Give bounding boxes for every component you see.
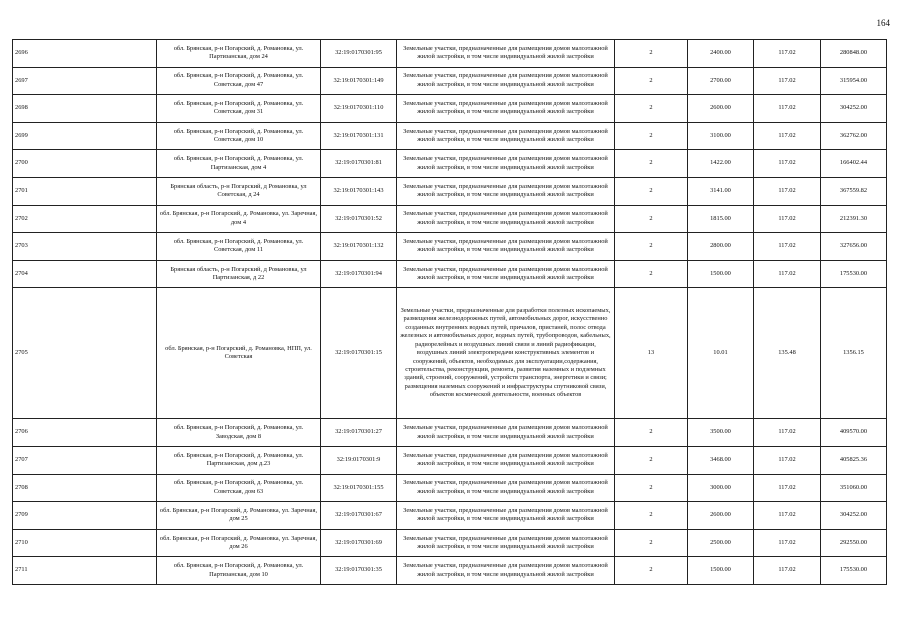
table-row <box>13 419 887 447</box>
address-cell: Брянская область, р-н Погарский, д Романовка, ул Партизанская, д 22 <box>157 260 321 288</box>
table-row <box>13 446 887 474</box>
address-cell: обл. Брянская, р-н Погарский, д. Романовка, ул. Партизанская, дом 4 <box>157 150 321 178</box>
permitted-use-cell: Земельные участки, предназначенные для размещения домов малоэтажной жилой застройки, в том числе индивидуальной жилой застройки <box>397 419 615 447</box>
row-number: 2708 <box>13 474 157 502</box>
table-row <box>13 288 887 419</box>
row-number: 2705 <box>13 288 157 419</box>
cadastral-number-cell: 32:19:0170301:69 <box>321 529 397 557</box>
group-code-cell: 2 <box>615 150 688 178</box>
area-cell: 1422.00 <box>688 150 754 178</box>
table-row <box>13 557 887 585</box>
cadastral-value-cell: 362762.00 <box>821 122 887 150</box>
row-number: 2711 <box>13 557 157 585</box>
cadastral-value-cell: 166402.44 <box>821 150 887 178</box>
cadastral-value-cell: 367559.82 <box>821 177 887 205</box>
specific-value-cell: 117.02 <box>754 150 821 178</box>
permitted-use-cell: Земельные участки, предназначенные для размещения домов малоэтажной жилой застройки, в том числе индивидуальной жилой застройки <box>397 95 615 123</box>
cadastral-value-cell: 405825.36 <box>821 446 887 474</box>
specific-value-cell: 117.02 <box>754 233 821 261</box>
permitted-use-cell: Земельные участки, предназначенные для размещения домов малоэтажной жилой застройки, в том числе индивидуальной жилой застройки <box>397 122 615 150</box>
cadastral-number-cell: 32:19:0170301:94 <box>321 260 397 288</box>
permitted-use-cell: Земельные участки, предназначенные для размещения домов малоэтажной жилой застройки, в том числе индивидуальной жилой застройки <box>397 40 615 68</box>
table-row <box>13 233 887 261</box>
page-number: 164 <box>876 18 890 28</box>
area-cell: 10.01 <box>688 288 754 419</box>
table-row <box>13 205 887 233</box>
permitted-use-cell: Земельные участки, предназначенные для размещения домов малоэтажной жилой застройки, в том числе индивидуальной жилой застройки <box>397 557 615 585</box>
address-cell: обл. Брянская, р-н Погарский, д. Романовка, ул. Советская, дом 47 <box>157 67 321 95</box>
group-code-cell: 2 <box>615 67 688 95</box>
cadastral-value-cell: 175530.00 <box>821 557 887 585</box>
group-code-cell: 2 <box>615 446 688 474</box>
area-cell: 2600.00 <box>688 502 754 530</box>
permitted-use-cell: Земельные участки, предназначенные для размещения домов малоэтажной жилой застройки, в том числе индивидуальной жилой застройки <box>397 474 615 502</box>
area-cell: 2800.00 <box>688 233 754 261</box>
row-number: 2709 <box>13 502 157 530</box>
group-code-cell: 2 <box>615 95 688 123</box>
specific-value-cell: 117.02 <box>754 40 821 68</box>
cadastral-value-cell: 409570.00 <box>821 419 887 447</box>
row-number: 2706 <box>13 419 157 447</box>
area-cell: 2400.00 <box>688 40 754 68</box>
cadastral-value-cell: 304252.00 <box>821 95 887 123</box>
table-row <box>13 474 887 502</box>
group-code-cell: 2 <box>615 529 688 557</box>
cadastral-number-cell: 32:19:0170301:131 <box>321 122 397 150</box>
permitted-use-cell: Земельные участки, предназначенные для размещения домов малоэтажной жилой застройки, в том числе индивидуальной жилой застройки <box>397 205 615 233</box>
group-code-cell: 2 <box>615 177 688 205</box>
table-row <box>13 40 887 68</box>
permitted-use-cell: Земельные участки, предназначенные для размещения домов малоэтажной жилой застройки, в том числе индивидуальной жилой застройки <box>397 177 615 205</box>
row-number: 2696 <box>13 40 157 68</box>
table-row <box>13 177 887 205</box>
permitted-use-cell: Земельные участки, предназначенные для разработки полезных ископаемых, размещения железнодорожных путей, автомобильных дорог, искусственно созданных внутренних водных путей, причалов, пристаней, полос отвода железных и автомобильных дорог, водных путей, трубопроводов, кабельных, радиорелейных и воздушных линий связи и линий радиофикации, воздушных линий электропередачи конструктивных элементов и сооружений, объектов, необходимых для эксплуатации,содержания, строительства, реконструкции, ремонта, развития наземных и подземных зданий, строений, сооружений, устройств транспорта, энергетики и связи; размещения наземных сооружений и инфраструктуры спутниковой связи, объектов космической деятельности, военных объектов <box>397 288 615 419</box>
specific-value-cell: 117.02 <box>754 177 821 205</box>
area-cell: 1815.00 <box>688 205 754 233</box>
permitted-use-cell: Земельные участки, предназначенные для размещения домов малоэтажной жилой застройки, в том числе индивидуальной жилой застройки <box>397 67 615 95</box>
specific-value-cell: 117.02 <box>754 67 821 95</box>
area-cell: 3100.00 <box>688 122 754 150</box>
address-cell: обл. Брянская, р-н Погарский, д. Романовка, ул. Заречная, дом 4 <box>157 205 321 233</box>
specific-value-cell: 117.02 <box>754 502 821 530</box>
row-number: 2710 <box>13 529 157 557</box>
cadastral-value-cell: 315954.00 <box>821 67 887 95</box>
group-code-cell: 2 <box>615 260 688 288</box>
table-row <box>13 529 887 557</box>
address-cell: обл. Брянская, р-н Погарский, д. Романовка, ул. Советская, дом 63 <box>157 474 321 502</box>
cadastral-value-cell: 212391.30 <box>821 205 887 233</box>
group-code-cell: 2 <box>615 233 688 261</box>
area-cell: 3468.00 <box>688 446 754 474</box>
table-row <box>13 67 887 95</box>
address-cell: Брянская область, р-н Погарский, д Романовка, ул Советская, д 24 <box>157 177 321 205</box>
specific-value-cell: 117.02 <box>754 122 821 150</box>
cadastral-value-cell: 280848.00 <box>821 40 887 68</box>
row-number: 2704 <box>13 260 157 288</box>
area-cell: 2500.00 <box>688 529 754 557</box>
specific-value-cell: 117.02 <box>754 205 821 233</box>
table-row <box>13 95 887 123</box>
row-number: 2701 <box>13 177 157 205</box>
area-cell: 1500.00 <box>688 557 754 585</box>
address-cell: обл. Брянская, р-н Погарский, д. Романовка, НПП, ул. Советская <box>157 288 321 419</box>
cadastral-number-cell: 32:19:0170301:9 <box>321 446 397 474</box>
specific-value-cell: 117.02 <box>754 474 821 502</box>
address-cell: обл. Брянская, р-н Погарский, д. Романовка, ул. Партизанская, дом д.23 <box>157 446 321 474</box>
row-number: 2698 <box>13 95 157 123</box>
address-cell: обл. Брянская, р-н Погарский, д. Романовка, ул. Партизанская, дом 24 <box>157 40 321 68</box>
cadastral-value-cell: 327656.00 <box>821 233 887 261</box>
group-code-cell: 2 <box>615 419 688 447</box>
table-row <box>13 502 887 530</box>
address-cell: обл. Брянская, р-н Погарский, д. Романовка, ул. Советская, дом 10 <box>157 122 321 150</box>
area-cell: 3000.00 <box>688 474 754 502</box>
specific-value-cell: 117.02 <box>754 557 821 585</box>
row-number: 2697 <box>13 67 157 95</box>
permitted-use-cell: Земельные участки, предназначенные для размещения домов малоэтажной жилой застройки, в том числе индивидуальной жилой застройки <box>397 233 615 261</box>
cadastral-number-cell: 32:19:0170301:143 <box>321 177 397 205</box>
group-code-cell: 2 <box>615 122 688 150</box>
group-code-cell: 2 <box>615 40 688 68</box>
group-code-cell: 2 <box>615 502 688 530</box>
cadastral-number-cell: 32:19:0170301:15 <box>321 288 397 419</box>
row-number: 2702 <box>13 205 157 233</box>
cadastral-number-cell: 32:19:0170301:27 <box>321 419 397 447</box>
cadastral-number-cell: 32:19:0170301:132 <box>321 233 397 261</box>
cadastral-value-cell: 175530.00 <box>821 260 887 288</box>
area-cell: 2600.00 <box>688 95 754 123</box>
cadastral-value-cell: 1356.15 <box>821 288 887 419</box>
table-row <box>13 260 887 288</box>
table-row <box>13 150 887 178</box>
specific-value-cell: 117.02 <box>754 529 821 557</box>
group-code-cell: 13 <box>615 288 688 419</box>
cadastral-value-table <box>12 39 887 585</box>
cadastral-number-cell: 32:19:0170301:110 <box>321 95 397 123</box>
cadastral-number-cell: 32:19:0170301:35 <box>321 557 397 585</box>
group-code-cell: 2 <box>615 474 688 502</box>
specific-value-cell: 117.02 <box>754 446 821 474</box>
specific-value-cell: 135.48 <box>754 288 821 419</box>
row-number: 2699 <box>13 122 157 150</box>
cadastral-value-cell: 304252.00 <box>821 502 887 530</box>
address-cell: обл. Брянская, р-н Погарский, д. Романовка, ул. Советская, дом 11 <box>157 233 321 261</box>
table-body <box>13 40 887 585</box>
permitted-use-cell: Земельные участки, предназначенные для размещения домов малоэтажной жилой застройки, в том числе индивидуальной жилой застройки <box>397 260 615 288</box>
permitted-use-cell: Земельные участки, предназначенные для размещения домов малоэтажной жилой застройки, в том числе индивидуальной жилой застройки <box>397 502 615 530</box>
area-cell: 2700.00 <box>688 67 754 95</box>
cadastral-number-cell: 32:19:0170301:81 <box>321 150 397 178</box>
row-number: 2707 <box>13 446 157 474</box>
specific-value-cell: 117.02 <box>754 419 821 447</box>
address-cell: обл. Брянская, р-н Погарский, д. Романовка, ул. Заречная, дом 26 <box>157 529 321 557</box>
cadastral-number-cell: 32:19:0170301:149 <box>321 67 397 95</box>
cadastral-number-cell: 32:19:0170301:95 <box>321 40 397 68</box>
address-cell: обл. Брянская, р-н Погарский, д. Романовка, ул. Партизанская, дом 10 <box>157 557 321 585</box>
table-row <box>13 122 887 150</box>
permitted-use-cell: Земельные участки, предназначенные для размещения домов малоэтажной жилой застройки, в том числе индивидуальной жилой застройки <box>397 150 615 178</box>
area-cell: 1500.00 <box>688 260 754 288</box>
row-number: 2700 <box>13 150 157 178</box>
cadastral-value-cell: 351060.00 <box>821 474 887 502</box>
address-cell: обл. Брянская, р-н Погарский, д. Романовка, ул. Заречная, дом 25 <box>157 502 321 530</box>
permitted-use-cell: Земельные участки, предназначенные для размещения домов малоэтажной жилой застройки, в том числе индивидуальной жилой застройки <box>397 446 615 474</box>
area-cell: 3141.00 <box>688 177 754 205</box>
cadastral-number-cell: 32:19:0170301:155 <box>321 474 397 502</box>
area-cell: 3500.00 <box>688 419 754 447</box>
row-number: 2703 <box>13 233 157 261</box>
group-code-cell: 2 <box>615 205 688 233</box>
cadastral-value-cell: 292550.00 <box>821 529 887 557</box>
cadastral-number-cell: 32:19:0170301:52 <box>321 205 397 233</box>
group-code-cell: 2 <box>615 557 688 585</box>
address-cell: обл. Брянская, р-н Погарский, д. Романовка, ул. Советская, дом 31 <box>157 95 321 123</box>
address-cell: обл. Брянская, р-н Погарский, д. Романовка, ул. Заводская, дом 8 <box>157 419 321 447</box>
permitted-use-cell: Земельные участки, предназначенные для размещения домов малоэтажной жилой застройки, в том числе индивидуальной жилой застройки <box>397 529 615 557</box>
cadastral-number-cell: 32:19:0170301:67 <box>321 502 397 530</box>
specific-value-cell: 117.02 <box>754 260 821 288</box>
specific-value-cell: 117.02 <box>754 95 821 123</box>
